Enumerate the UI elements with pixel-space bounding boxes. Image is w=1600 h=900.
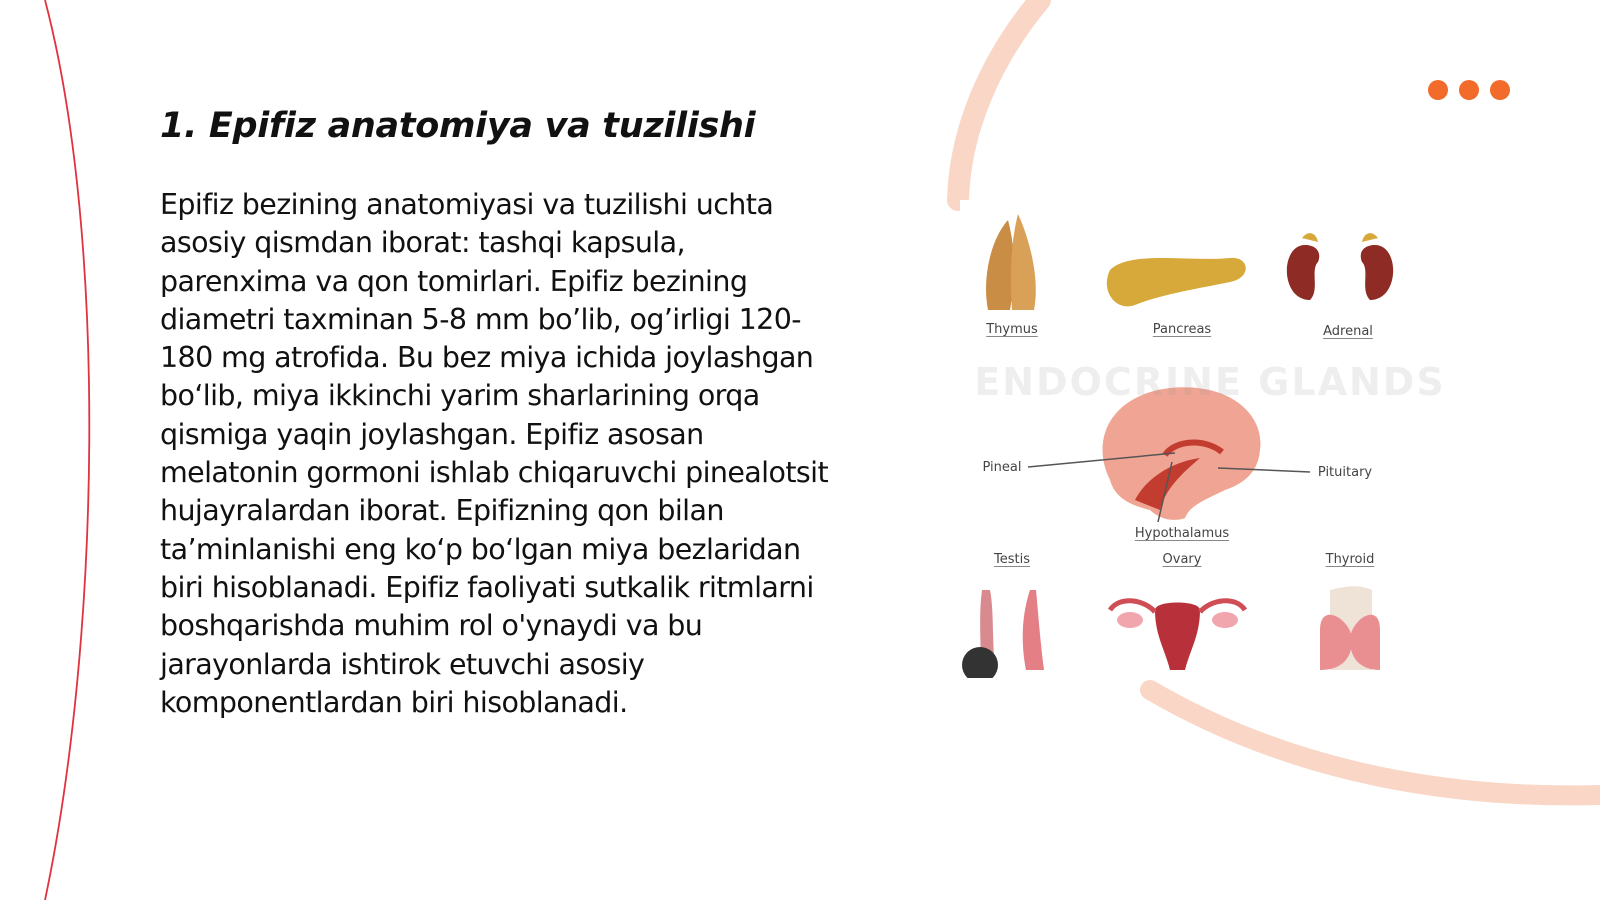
pancreas-label: Pancreas [1152,322,1212,337]
hypothalamus-label: Hypothalamus [1134,526,1230,541]
left-accent-line [45,0,89,900]
watermark-text: ENDOCRINE GLANDS [974,360,1446,404]
pancreas-illustration [1107,258,1246,306]
pituitary-label: Pituitary [1317,465,1373,480]
ovary-label: Ovary [1162,552,1202,567]
thyroid-label: Thyroid [1325,552,1375,567]
dot [1459,80,1479,100]
pineal-label: Pineal [982,460,1022,475]
thymus-illustration [986,214,1036,310]
adrenal-illustration [1287,233,1393,300]
ovary-illustration [1110,601,1245,670]
endocrine-glands-illustration [960,200,1460,678]
brain-illustration [1103,387,1261,520]
dot [1490,80,1510,100]
thyroid-illustration [1320,586,1380,670]
decorative-arc-bottom [1150,690,1600,795]
adrenal-label: Adrenal [1323,324,1373,339]
decorative-arc-top [958,0,1040,200]
testis-label: Testis [994,552,1030,567]
endocrine-glands-figure [960,200,1460,678]
testis-illustration [962,590,1044,678]
more-dots-icon [1428,80,1510,100]
thymus-label: Thymus [986,322,1038,337]
dot [1428,80,1448,100]
slide-title: 1. Epifiz anatomiya va tuzilishi [160,106,756,146]
slide-body-text: Epifiz bezining anatomiyasi va tuzilishi uchta asosiy qismdan iborat: tashqi kapsula, parenxima va qon tomirlari. Epifiz bezining diametri taxminan 5-8 mm bo’lib, og’irligi 120-180 mg atrofida. Bu bez miya ichida joylashgan bo‘lib, miya ikkinchi yarim sharlarining orqa qismiga yaqin joylashgan. Epifiz asosan melatonin gormoni ishlab chiqaruvchi pinealotsit hujayralardan iborat. Epifizning qon bilan ta’minlanishi eng ko‘p bo‘lgan miya bezlaridan biri hisoblanadi. Epifiz faoliyati sutkalik ritmlarni boshqarishda muhim rol o'ynaydi va bu jarayonlarda ishtirok etuvchi asosiy komponentlardan biri hisoblanadi. [160,188,829,719]
